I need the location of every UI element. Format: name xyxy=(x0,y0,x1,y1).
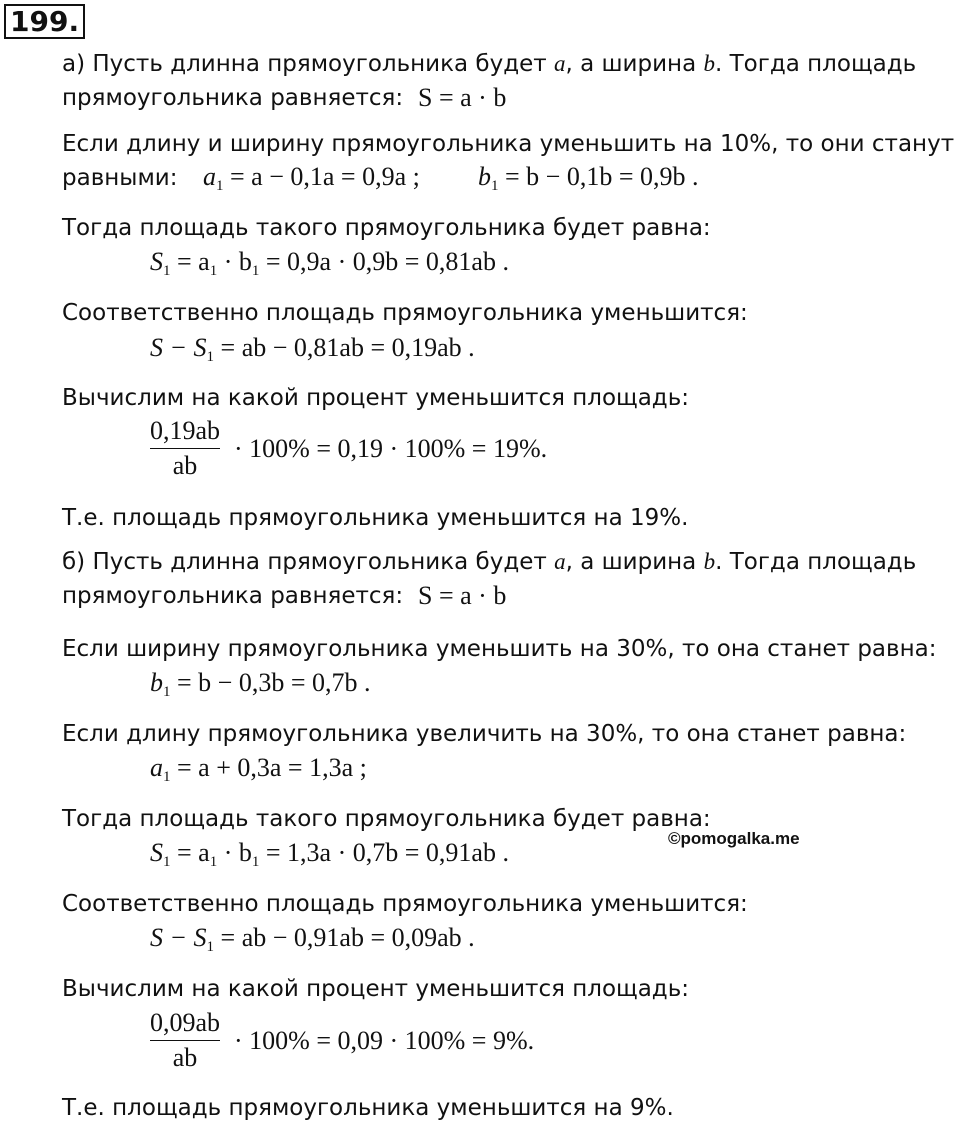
part-a-decrease-line2: равными: xyxy=(62,165,178,191)
part-a-fraction xyxy=(150,416,220,481)
part-a-percent-text: Вычислим на какой процент уменьшится площадь: xyxy=(62,385,690,411)
part-b-intro-3: . Тогда площадь xyxy=(715,549,917,575)
part-a-a1-formula: $a_1 = a - 0,1a = 0,9a$ ; xyxy=(203,162,420,194)
part-a-var-a: a xyxy=(553,51,566,76)
part-b-length-text: Если длину прямоугольника увеличить на 30%, то она станет равна: xyxy=(62,721,907,747)
part-b-reduce-text: Соответственно площадь прямоугольника уменьшится: xyxy=(62,891,748,917)
part-b-percent-text: Вычислим на какой процент уменьшится площадь: xyxy=(62,976,690,1002)
part-a-b1-formula: $b_1 = b - 0,1b = 0,9b$ . xyxy=(478,162,699,194)
part-b-var-a: a xyxy=(554,549,566,574)
part-b-conclusion: Т.е. площадь прямоугольника уменьшится на 9%. xyxy=(62,1095,674,1121)
part-a-var-b: b xyxy=(703,51,715,76)
part-a-area-formula: S = a · b xyxy=(418,83,507,112)
part-b-new-area-formula: $S_1 = a_1 \cdot b_1 = 1,3a \cdot 0,7b = 0,91ab$ . xyxy=(150,838,509,870)
part-a-intro-line2: прямоугольника равняется: xyxy=(62,85,404,111)
part-b-area-formula: S = a · b xyxy=(418,581,507,610)
part-b-width-text: Если ширину прямоугольника уменьшить на 30%, то она станет равна: xyxy=(62,636,937,662)
part-a-intro-1: а) Пусть длинна прямоугольника будет xyxy=(62,51,554,77)
part-a-decrease-line1: Если длину и ширину прямоугольника уменьшить на 10%, то они станут xyxy=(62,131,955,157)
part-b-fraction xyxy=(150,1008,220,1073)
part-a-reduce-text: Соответственно площадь прямоугольника уменьшится: xyxy=(62,300,748,326)
part-a-percent-formula: · 100% = 0,19 · 100% = 19%. xyxy=(234,434,548,463)
part-a-intro-3: . Тогда площадь xyxy=(715,51,917,77)
part-a-frac-denom: ab xyxy=(172,451,198,480)
part-a-intro-2: , а ширина xyxy=(565,51,704,77)
part-b-b1-formula: $b_1 = b - 0,3b = 0,7b$ . xyxy=(150,668,371,700)
part-b-reduce-formula: $S - S_1$ = ab − 0,91ab = 0,09ab . xyxy=(150,923,475,955)
watermark: ©pomogalka.me xyxy=(668,829,800,848)
problem-number: 199. xyxy=(4,4,85,39)
part-a-frac-bar xyxy=(150,448,220,449)
part-b-frac-bar xyxy=(150,1040,220,1041)
part-b-frac-denom: ab xyxy=(172,1043,198,1072)
part-b-new-area-text: Тогда площадь такого прямоугольника будет равна: xyxy=(62,806,711,832)
part-a-conclusion: Т.е. площадь прямоугольника уменьшится на 19%. xyxy=(62,505,689,531)
part-b-intro-1: б) Пусть длинна прямоугольника будет xyxy=(62,549,555,575)
part-a-new-area-formula: $S_1 = a_1 \cdot b_1 = 0,9a \cdot 0,9b = 0,81ab$ . xyxy=(150,247,509,279)
part-b-a1-formula: $a_1 = a + 0,3a = 1,3a$ ; xyxy=(150,753,367,785)
part-b-intro-line1 xyxy=(62,547,916,577)
part-b-percent-formula: · 100% = 0,09 · 100% = 9%. xyxy=(234,1026,535,1055)
part-a-intro-line1 xyxy=(62,49,916,79)
part-b-var-b: b xyxy=(703,549,716,574)
part-b-intro-line2: прямоугольника равняется: xyxy=(62,583,404,609)
part-a-frac-numer: 0,19ab xyxy=(150,416,221,445)
part-b-intro-2: , а ширина xyxy=(565,549,704,575)
part-a-reduce-formula: $S - S_1$ = ab − 0,81ab = 0,19ab . xyxy=(150,333,475,365)
part-b-frac-numer: 0,09ab xyxy=(150,1008,221,1037)
part-a-new-area-text: Тогда площадь такого прямоугольника будет равна: xyxy=(62,215,711,241)
